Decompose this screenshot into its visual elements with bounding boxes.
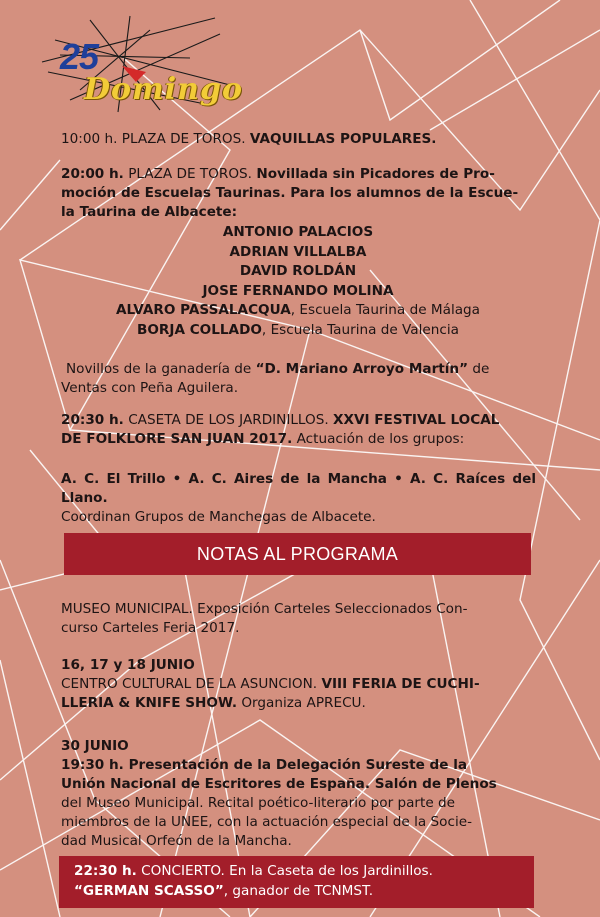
list-item: ALVARO PASSALACQUA, Escuela Taurina de Málaga — [115, 302, 481, 318]
concert-highlight: 22:30 h. CONCIERTO. En la Caseta de los Jardinillos. “GERMAN SCASSO”, ganador de TCNMST. — [59, 856, 534, 908]
event-vaquillas: 10:00 h. PLAZA DE TOROS. VAQUILLAS POPULARES. — [61, 131, 437, 147]
list-item: BORJA COLLADO, Escuela Taurina de Valencia — [137, 321, 459, 338]
note-knife-show: 16, 17 y 18 JUNIO CENTRO CULTURAL DE LA ASUNCION. VIII FERIA DE CUCHI- LLERIA & KNIFE SHOW. Organiza APRECU. — [61, 657, 480, 711]
event-folklore: 20:30 h. CASETA DE LOS JARDINILLOS. XXVI FESTIVAL LOCAL DE FOLKLORE SAN JUAN 2017. Actuación de los grupos: — [61, 412, 500, 447]
folklore-groups: A. C. El Trillo • A. C. Aires de la Mancha • A. C. Raíces del Llano. Coordinan Grupos de Manchegas de Albacete. — [61, 471, 536, 525]
note-museo: MUSEO MUNICIPAL. Exposición Carteles Seleccionados Con- curso Carteles Feria 2017. — [61, 601, 468, 636]
list-item: DAVID ROLDÁN — [239, 263, 357, 279]
list-item: ADRIAN VILLALBA — [229, 243, 367, 260]
note-unee: 30 JUNIO 19:30 h. Presentación de la Delegación Sureste de la Unión Nacional de Escritores de España. Salón de Plenos del Museo Municipal. Recital poético-literario por parte de miembros de la UNEE, con la actuación especial de la Socie- dad Musical Orfeón de la Mancha. — [61, 738, 497, 849]
day-number: 25 — [60, 36, 99, 77]
day-name: Domingo — [84, 72, 243, 107]
bullfighter-list — [60, 223, 536, 340]
date-logo — [58, 28, 258, 118]
list-item: ANTONIO PALACIOS — [222, 224, 374, 240]
event-novillada: 20:00 h. PLAZA DE TOROS. Novillada sin Picadores de Pro- moción de Escuelas Taurinas. Para los alumnos de la Escue- la Taurina de Albacete: — [61, 166, 519, 220]
notes-banner: NOTAS AL PROGRAMA — [64, 533, 531, 575]
list-item: JOSE FERNANDO MOLINA — [202, 282, 394, 299]
novillos-note: Novillos de la ganadería de “D. Mariano Arroyo Martín” de Ventas con Peña Aguilera. — [61, 361, 490, 396]
